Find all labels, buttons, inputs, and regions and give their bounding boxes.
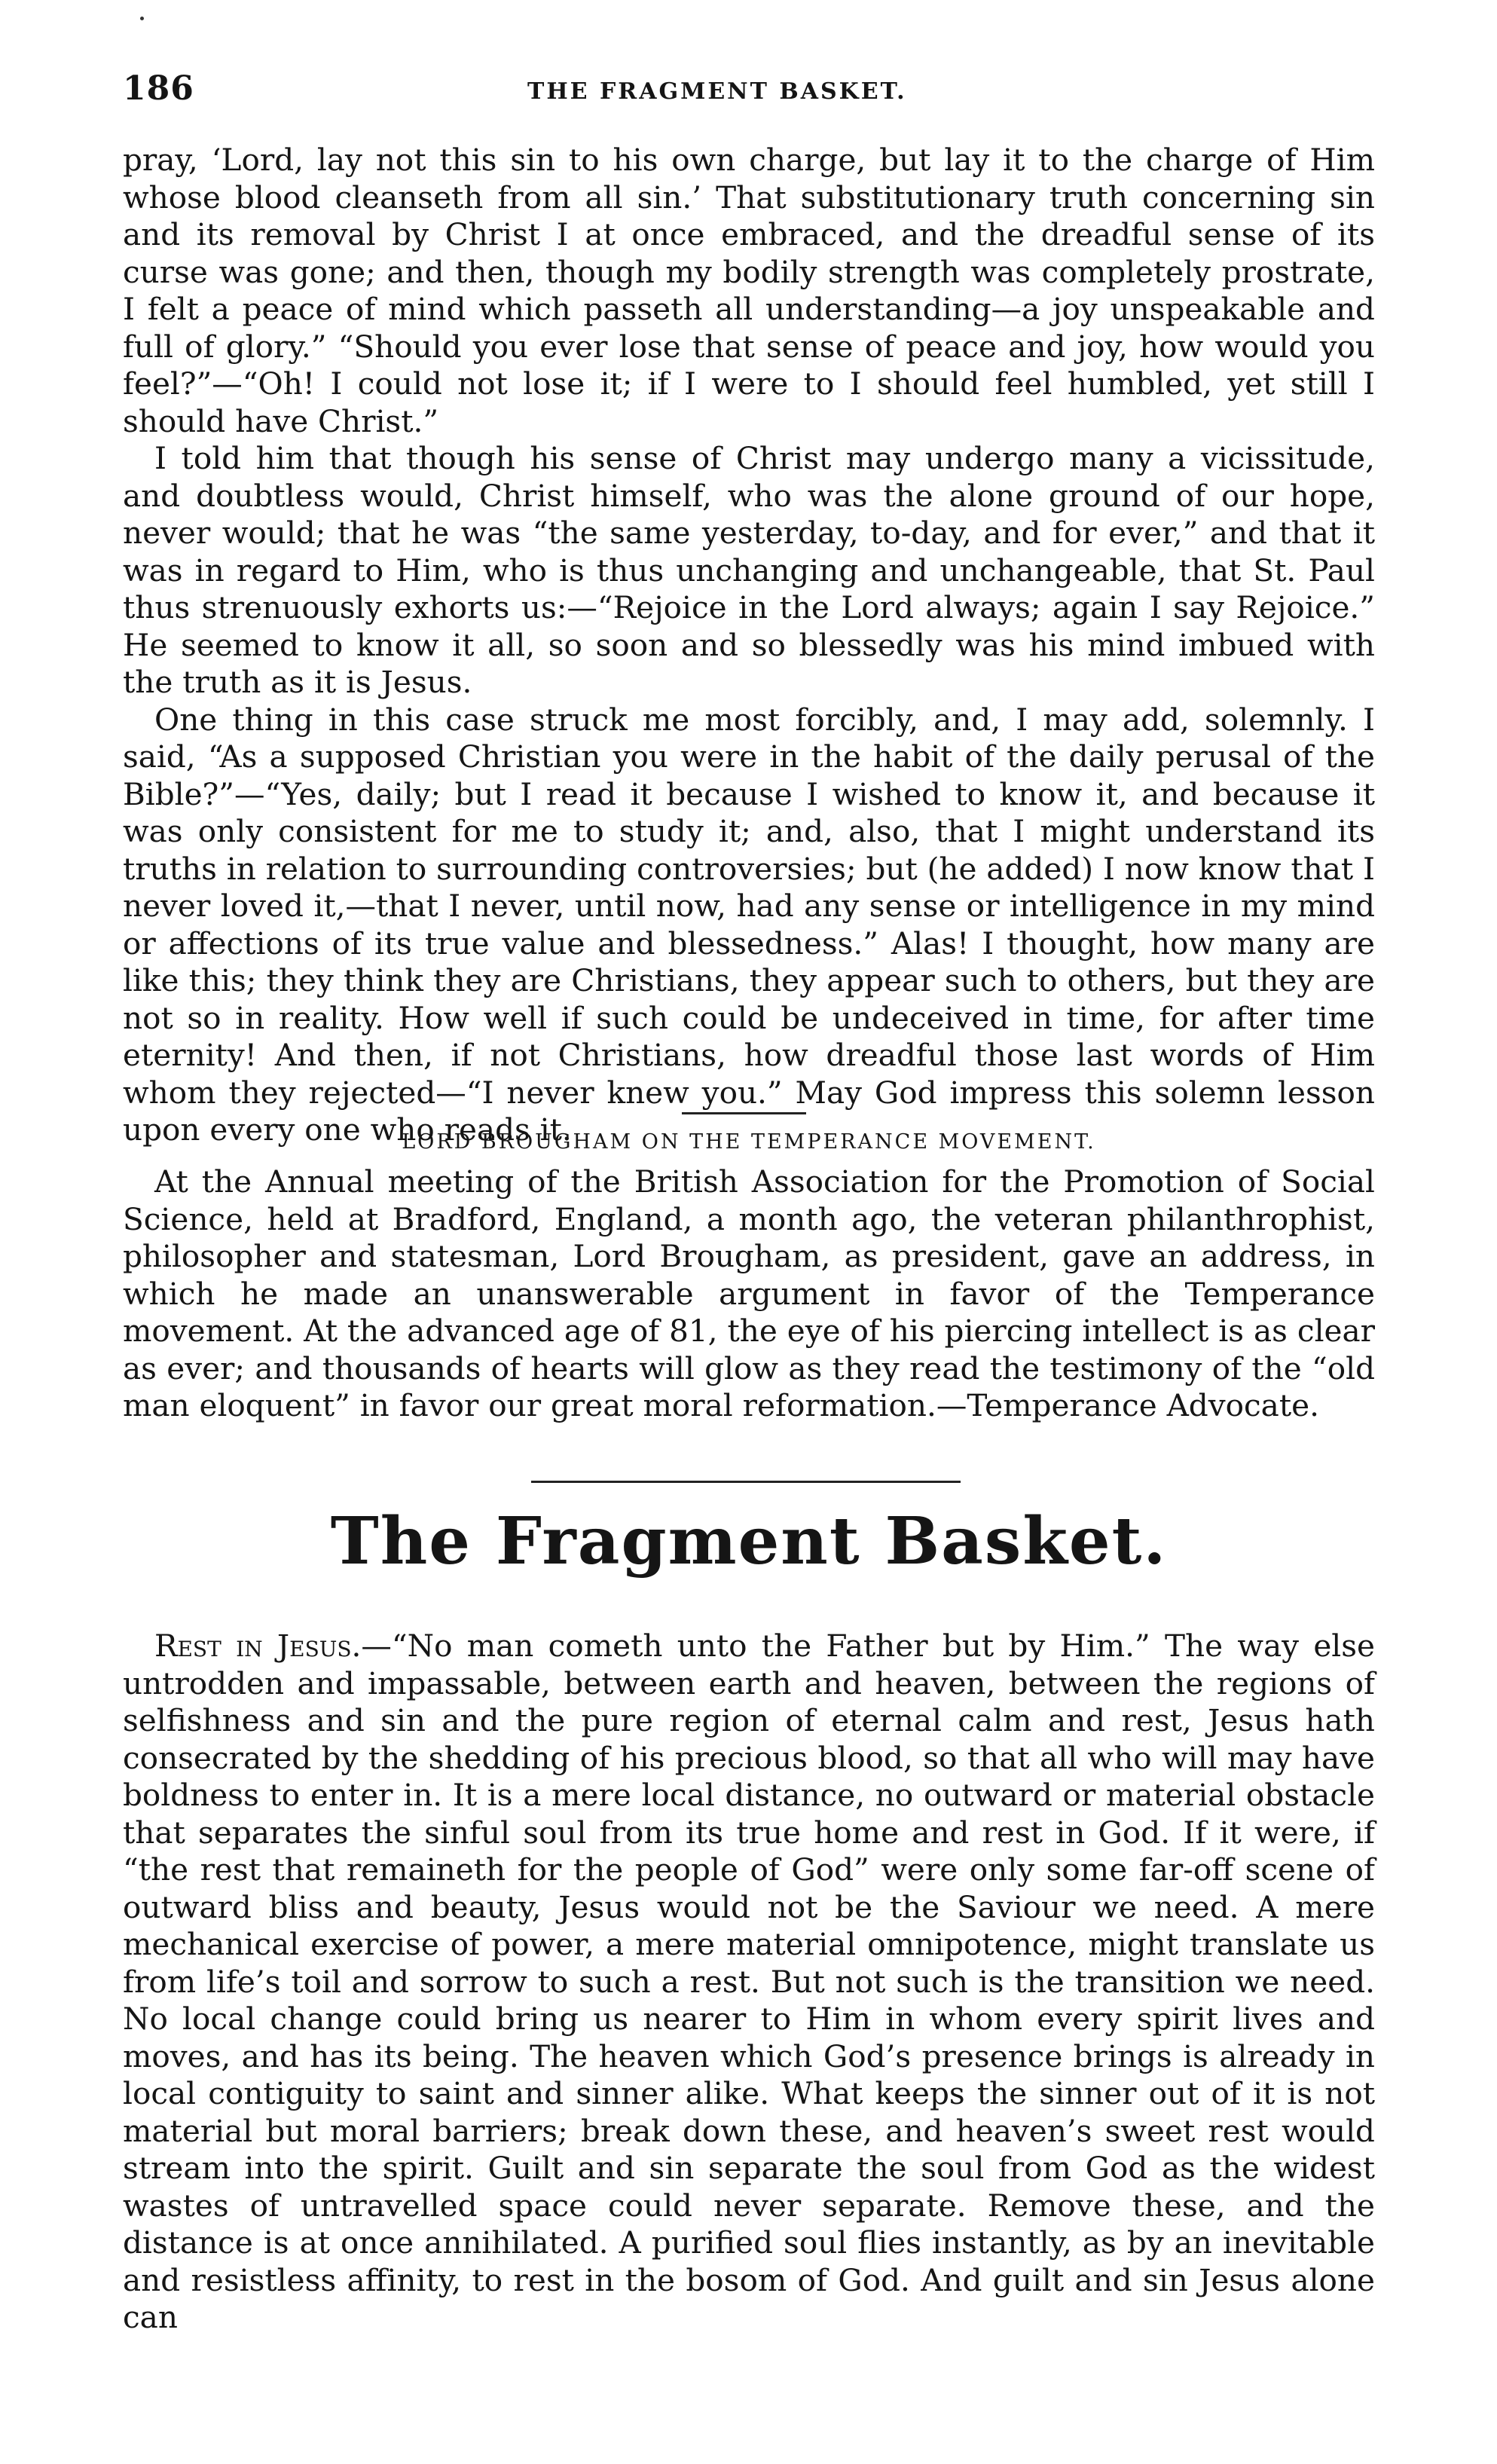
- section-divider: [531, 1481, 961, 1483]
- entry-text: —“No man cometh unto the Father but by Him.” The way else untrodden and impassable, between earth and heaven, between the regions of selfishness and sin and the pure region of eternal calm and rest, Jesus hath consecrated by the shedding of his precious blood, so that all who will may have boldness to enter in. It is a mere local distance, no outward or material obstacle that separates the sinful soul from its true home and rest in God. If it were, if “the rest that remaineth for the people of God” were only some far-off scene of outward bliss and beauty, Jesus would not be the Saviour we need. A mere mechanical exercise of power, a mere material omnipotence, might translate us from life’s toil and sorrow to such a rest. But not such is the transition we need. No local change could bring us nearer to Him in whom every spirit lives and moves, and has its being. The heaven which God’s presence brings is already in local contiguity to saint and sinner alike. What keeps the sinner out of it is not material but moral barriers; break down these, and heaven’s sweet rest would stream into the spirit. Guilt and sin separate the soul from God as the widest wastes of untravelled space could never separate. Remove these, and the distance is at once annihilated. A purified soul flies instantly, as by an inevitable and resistless affinity, to rest in the bosom of God. And guilt and sin Jesus alone can: [123, 1628, 1376, 2335]
- article-paragraph: I told him that though his sense of Christ may undergo many a vicissitude, and doubtless would, Christ himself, who was the alone ground of our hope, never would; that he was “the same yesterday, to-day, and for ever,” and that it was in regard to Him, who is thus unchanging and unchangeable, that St. Paul thus strenuously exhorts us:—“Rejoice in the Lord always; again I say Rejoice.” He seemed to know it all, so soon and so blessedly was his mind imbued with the truth as it is Jesus.: [123, 440, 1375, 700]
- entry-lead-in: Rest in Jesus.: [154, 1628, 362, 1664]
- running-title: THE FRAGMENT BASKET.: [527, 78, 907, 105]
- article-testimony: [123, 142, 1375, 1149]
- article-paragraph: One thing in this case struck me most forcibly, and, I may add, solemnly. I said, “As a supposed Christian you were in the habit of the daily perusal of the Bible?”—“Yes, daily; but I read it because I wished to know it, and because it was only consistent for me to study it; and, also, that I might understand its truths in relation to surrounding controversies; but (he added) I now know that I never loved it,—that I never, until now, had any sense or intelligence in my mind or affections of its true value and blessedness.” Alas! I thought, how many are like this; they think they are Christians, they appear such to others, but they are not so in reality. How well if such could be undeceived in time, for after time eternity! And then, if not Christians, how dreadful those last words of Him whom they rejected—“I never knew you.” May God impress this solemn lesson upon every one who reads it.: [123, 701, 1375, 1148]
- article-temperance: [123, 1163, 1375, 1425]
- section-divider: [682, 1112, 806, 1114]
- article-paragraph: pray, ‘Lord, lay not this sin to his own charge, but lay it to the charge of Him whose blood cleanseth from all sin.’ That substitutionary truth concerning sin and its removal by Christ I at once embraced, and the dreadful sense of its curse was gone; and then, though my bodily strength was completely prostrate, I felt a peace of mind which passeth all understanding—a joy unspeakable and full of glory.” “Should you ever lose that sense of peace and joy, how would you feel?”—“Oh! I could not lose it; if I were to I should feel humbled, yet still I should have Christ.”: [123, 142, 1375, 439]
- fragment-basket-entry: [123, 1628, 1375, 2337]
- article-paragraph: At the Annual meeting of the British Association for the Promotion of Social Science, held at Bradford, England, a month ago, the veteran philanthrophist, philosopher and statesman, Lord Brougham, as president, gave an address, in which he made an unanswerable argument in favor of the Temperance movement. At the advanced age of 81, the eye of his piercing intellect is as clear as ever; and thousands of hearts will glow as they read the testimony of the “old man eloquent” in favor our great moral reformation.—Temperance Advocate.: [123, 1163, 1375, 1423]
- article-heading: LORD BROUGHAM ON THE TEMPERANCE MOVEMENT.: [402, 1130, 1096, 1154]
- page-number: 186: [123, 69, 194, 108]
- section-title: The Fragment Basket.: [330, 1503, 1168, 1579]
- entry-paragraph: [123, 1628, 1375, 2337]
- ink-speck: [140, 17, 144, 20]
